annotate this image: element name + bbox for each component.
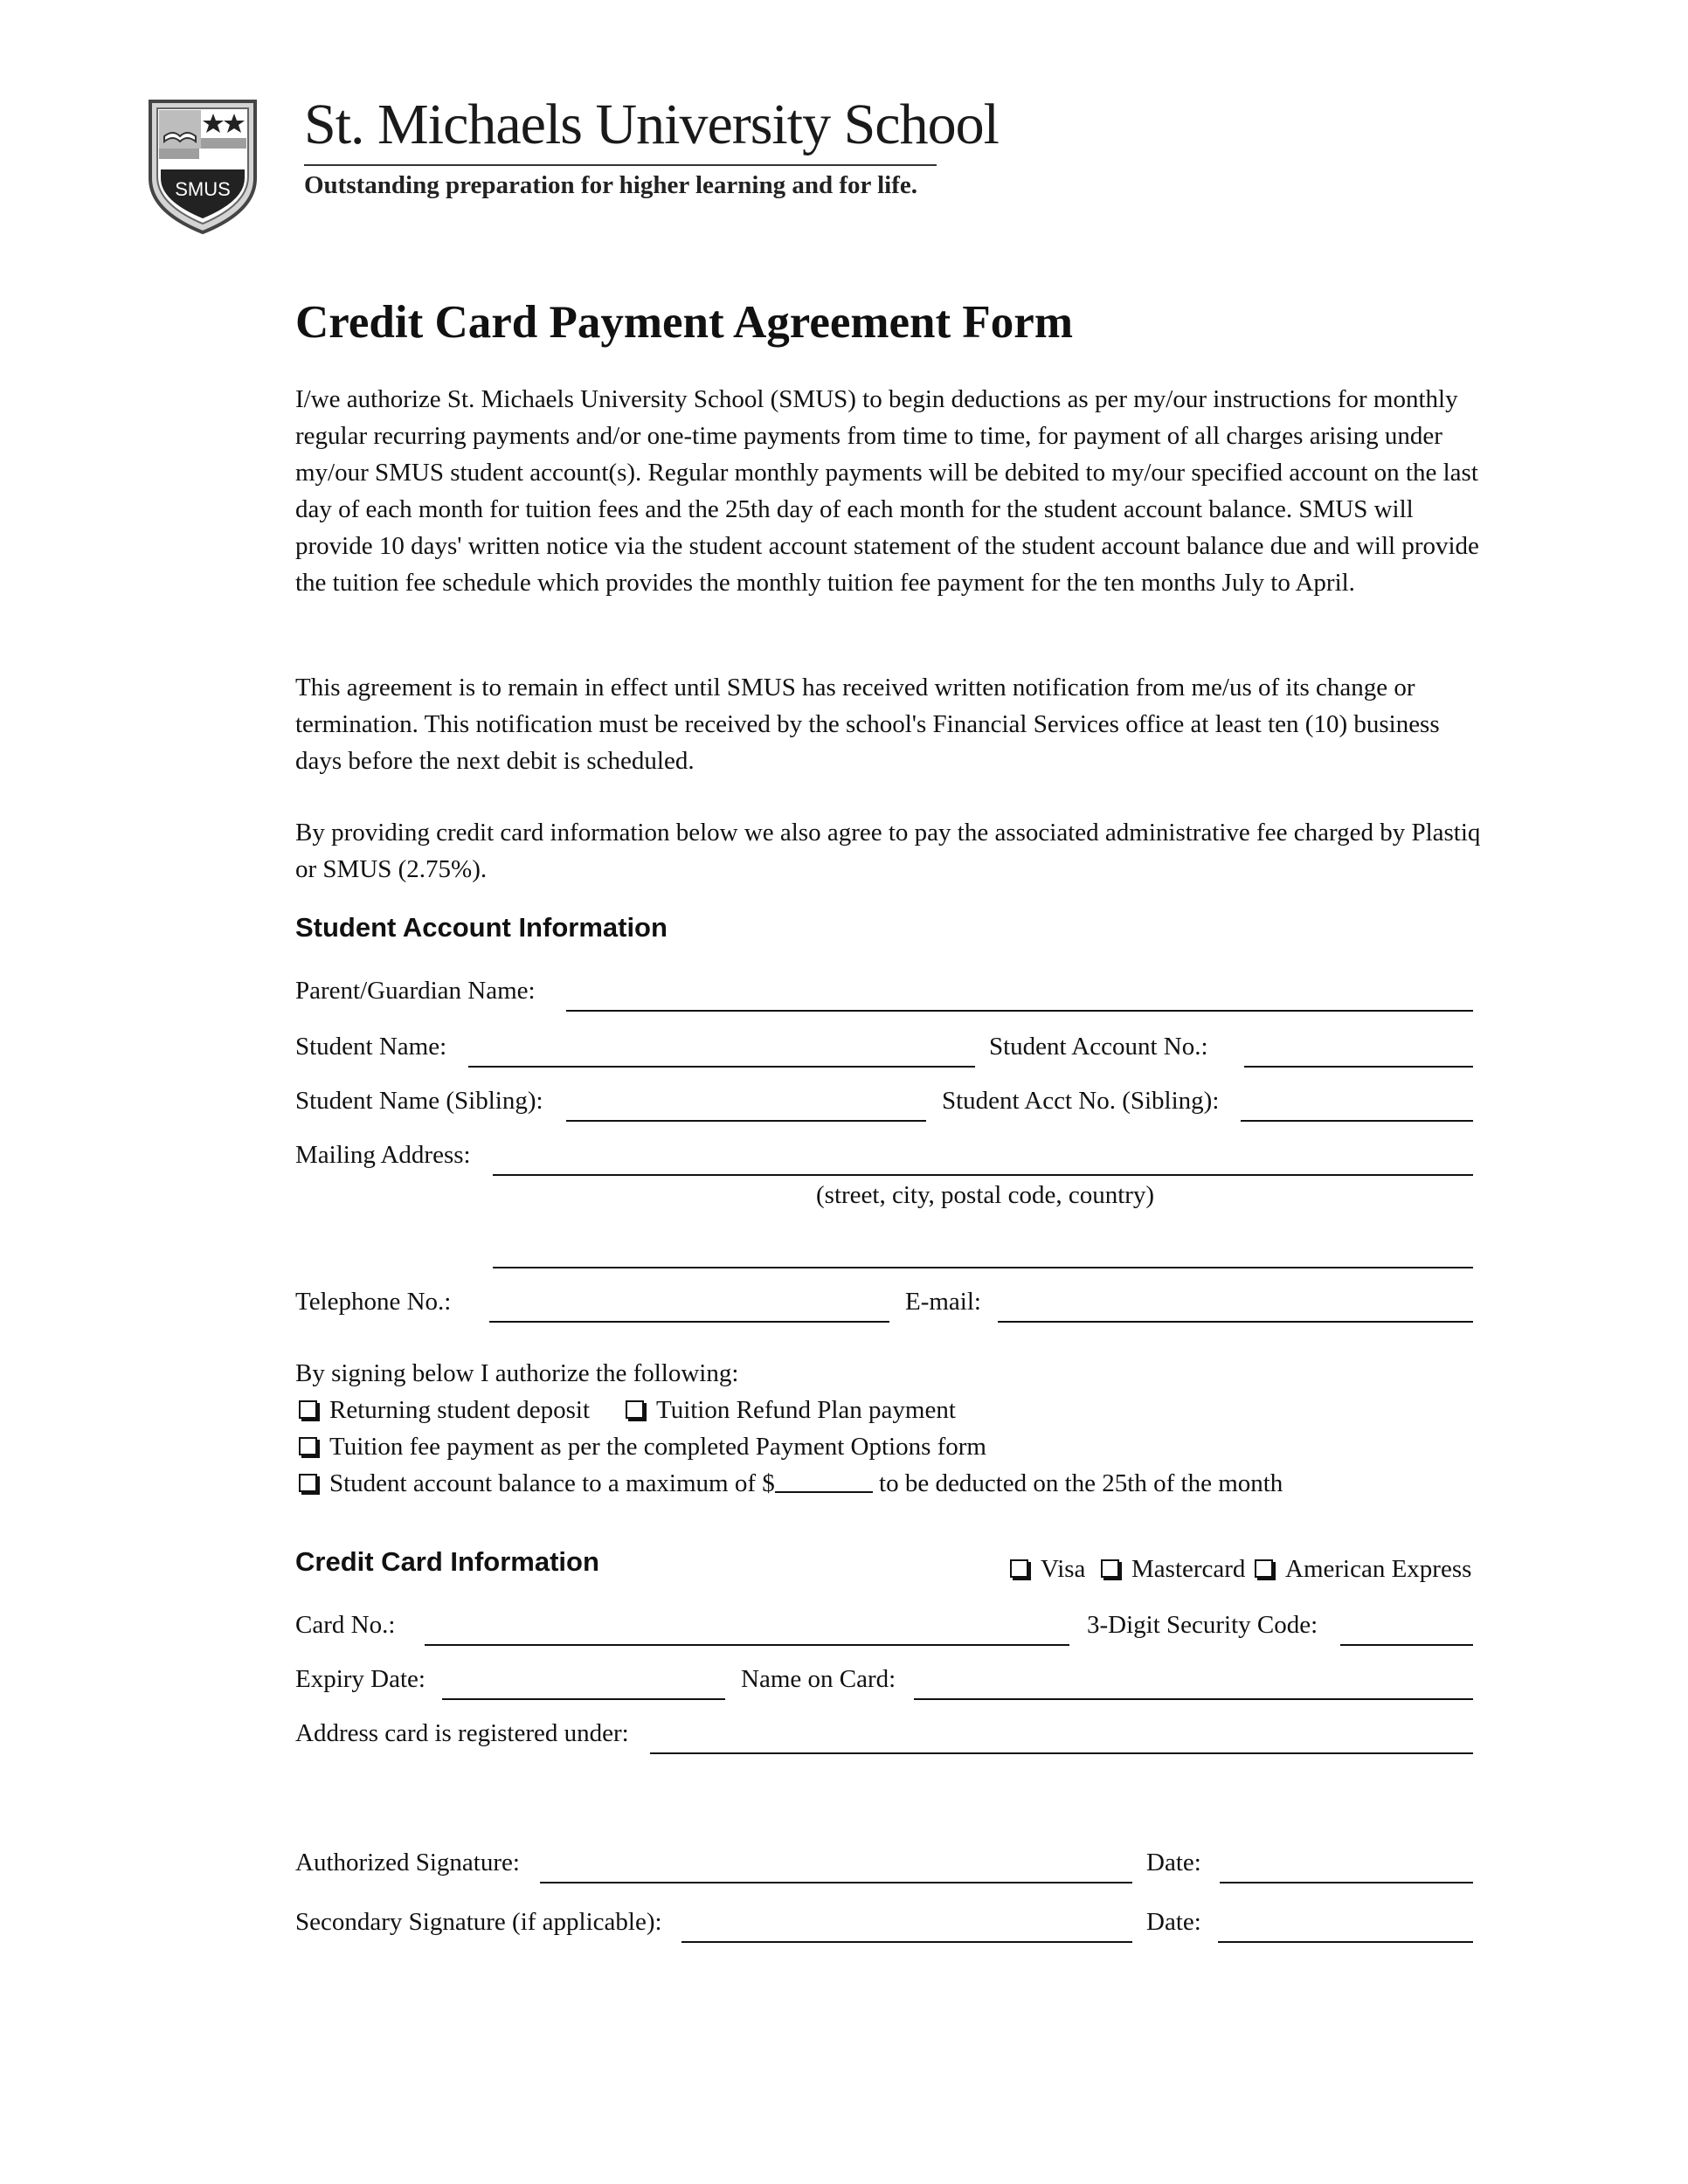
name-on-card-label: Name on Card: [741, 1665, 896, 1693]
mailing-address-label: Mailing Address: [295, 1141, 471, 1169]
form-title: Credit Card Payment Agreement Form [295, 297, 1073, 348]
student-name-label: Student Name: [295, 1033, 447, 1061]
email-field[interactable] [998, 1321, 1473, 1323]
tuition-refund-option[interactable] [626, 1398, 956, 1423]
authorization-intro: By signing below I authorize the following: [295, 1359, 739, 1387]
card-address-field[interactable] [650, 1752, 1473, 1754]
sibling-name-label: Student Name (Sibling): [295, 1087, 543, 1115]
amex-label: American Express [1285, 1555, 1472, 1583]
secondary-signature-label: Secondary Signature (if applicable): [295, 1908, 662, 1936]
card-number-field[interactable] [425, 1644, 1069, 1646]
agreement-paragraph-3: By providing credit card information below we also agree to pay the associated administrative fee charged by Plastiq or SMUS (2.75%). [295, 819, 1481, 883]
agreement-paragraph-2: This agreement is to remain in effect until SMUS has received written notification from me/us of its change or termination. This notification must be received by the school's Financial Services office at least ten (10) business days before the next debit is scheduled. [295, 674, 1440, 775]
smus-crest-logo [147, 98, 259, 236]
telephone-field[interactable] [489, 1321, 889, 1323]
signature-date-field[interactable] [1220, 1882, 1473, 1883]
tuition-payment-option[interactable] [299, 1434, 986, 1460]
parent-name-label: Parent/Guardian Name: [295, 977, 536, 1005]
security-code-label: 3-Digit Security Code: [1087, 1611, 1318, 1639]
mastercard-label: Mastercard [1131, 1555, 1246, 1583]
mailing-address-field-1[interactable] [493, 1174, 1473, 1176]
checkbox-icon[interactable] [1010, 1559, 1028, 1578]
agreement-paragraph-1: I/we authorize St. Michaels University School (SMUS) to begin deductions as per my/our instructions for monthly regular recurring payments and/or one-time payments from time to time, for payment of all charges arising under my/our SMUS student account(s). Regular monthly payments will be debited to my/our specified account on the last day of each month for tuition fees and the 25th day of each month for the student account balance. SMUS will provide 10 days' written notice via the student account statement of the student account balance due and will provide the tuition fee schedule which provides the monthly tuition fee payment for the ten months July to April. [295, 385, 1479, 597]
expiry-date-field[interactable] [442, 1698, 725, 1700]
tuition-payment-label: Tuition fee payment as per the completed Payment Options form [329, 1433, 986, 1461]
returning-deposit-option[interactable] [299, 1398, 590, 1423]
signature-date-label: Date: [1146, 1849, 1201, 1876]
checkbox-icon[interactable] [299, 1474, 317, 1492]
checkbox-icon[interactable] [299, 1400, 317, 1419]
tuition-refund-label: Tuition Refund Plan payment [656, 1396, 956, 1424]
account-balance-option[interactable] [299, 1471, 1283, 1496]
secondary-date-label: Date: [1146, 1908, 1201, 1936]
checkbox-icon[interactable] [1101, 1559, 1119, 1578]
account-balance-prefix: Student account balance to a maximum of $ [329, 1469, 775, 1497]
secondary-signature-field[interactable] [681, 1941, 1132, 1943]
student-name-field[interactable] [468, 1066, 975, 1068]
svg-text:SMUS: SMUS [175, 178, 231, 200]
card-type-mastercard[interactable] [1101, 1557, 1245, 1582]
checkbox-icon[interactable] [1255, 1559, 1273, 1578]
mailing-address-field-2[interactable] [493, 1267, 1473, 1268]
account-balance-suffix: to be deducted on the 25th of the month [872, 1469, 1283, 1497]
credit-card-heading: Credit Card Information [295, 1546, 599, 1577]
card-type-amex[interactable] [1255, 1557, 1471, 1582]
secondary-date-field[interactable] [1218, 1941, 1473, 1943]
name-on-card-field[interactable] [914, 1698, 1473, 1700]
security-code-field[interactable] [1340, 1644, 1473, 1646]
email-label: E-mail: [905, 1288, 981, 1316]
checkbox-icon[interactable] [299, 1437, 317, 1455]
sibling-account-label: Student Acct No. (Sibling): [942, 1087, 1220, 1115]
school-tagline: Outstanding preparation for higher learning and for life. [304, 171, 917, 199]
school-name: St. Michaels University School [304, 93, 999, 156]
visa-label: Visa [1041, 1555, 1086, 1583]
sibling-name-field[interactable] [566, 1120, 926, 1122]
card-address-label: Address card is registered under: [295, 1719, 629, 1747]
returning-deposit-label: Returning student deposit [329, 1396, 591, 1424]
card-number-label: Card No.: [295, 1611, 396, 1639]
parent-name-field[interactable] [566, 1010, 1473, 1012]
telephone-label: Telephone No.: [295, 1288, 452, 1316]
student-account-field[interactable] [1244, 1066, 1473, 1068]
authorized-signature-field[interactable] [540, 1882, 1132, 1883]
balance-maximum-field[interactable] [775, 1472, 873, 1493]
expiry-date-label: Expiry Date: [295, 1665, 425, 1693]
header-divider [304, 164, 937, 166]
checkbox-icon[interactable] [626, 1400, 644, 1419]
authorized-signature-label: Authorized Signature: [295, 1849, 520, 1876]
student-account-heading: Student Account Information [295, 912, 668, 943]
student-account-label: Student Account No.: [989, 1033, 1208, 1061]
address-format-hint: (street, city, postal code, country) [816, 1181, 1155, 1209]
card-type-visa[interactable] [1010, 1557, 1085, 1582]
sibling-account-field[interactable] [1241, 1120, 1473, 1122]
